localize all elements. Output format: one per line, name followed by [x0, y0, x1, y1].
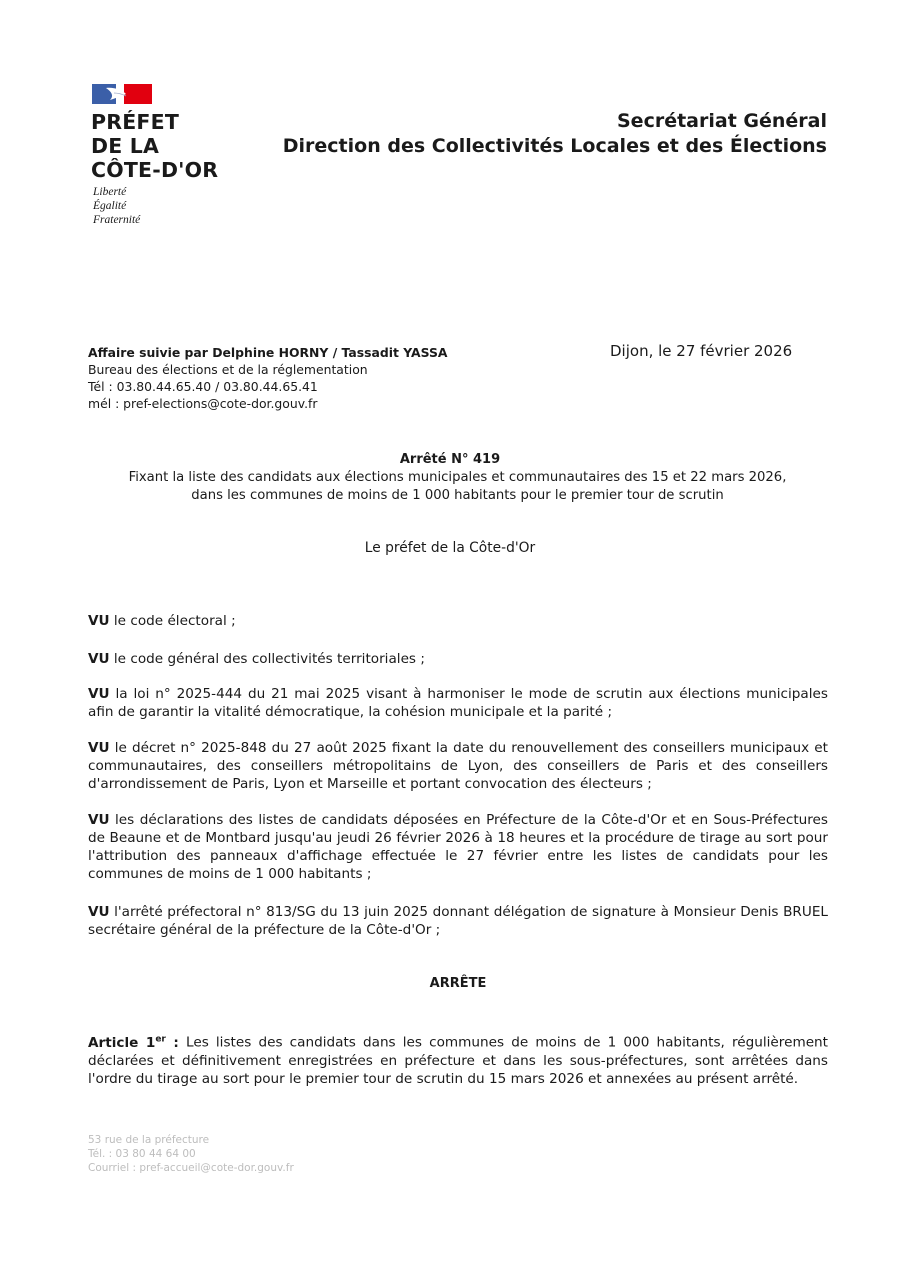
article-1-label: Article 1er : — [88, 1034, 179, 1051]
contact-bureau: Bureau des élections et de la réglementation — [88, 362, 368, 377]
arrete-number: Arrêté N° 419 — [399, 452, 501, 467]
subtitle-line-2: dans les communes de moins de 1 000 habitants pour le premier tour de scrutin — [191, 488, 724, 503]
motto-fraternite: Fraternité — [93, 214, 141, 226]
vu-label: VU — [88, 904, 110, 920]
vu-label: VU — [88, 740, 110, 756]
footer-address: 53 rue de la préfecture — [88, 1134, 210, 1146]
vu-paragraph — [88, 612, 828, 630]
arrete-subtitle — [60, 469, 855, 505]
vu-paragraph — [88, 685, 828, 721]
prefet-line: Le préfet de la Côte-d'Or — [364, 540, 536, 556]
prefet-logo-text — [91, 110, 218, 182]
vu-paragraph — [88, 811, 828, 883]
vu-text: l'arrêté préfectoral n° 813/SG du 13 juin 2025 donnant délégation de signature à Monsieur Denis BRUEL secrétaire général de la préfecture de la Côte-d'Or ; — [88, 904, 828, 938]
vu-text: les déclarations des listes de candidats déposées en Préfecture de la Côte-d'Or et en Sous-Préfectures de Beaune et de Montbard jusqu'au jeudi 26 février 2026 à 18 heures et la procédure de tirage au sort pour l'attribution des panneaux d'affichage effectuée le 27 février entre les listes de candidats pour les communes de moins de 1 000 habitants ; — [88, 812, 828, 882]
vu-paragraph — [88, 739, 828, 793]
vu-text: le code électoral ; — [109, 613, 236, 629]
subtitle-line-1: Fixant la liste des candidats aux élections municipales et communautaires des 15 et 22 mars 2026, — [128, 470, 787, 485]
article-1 — [88, 1030, 828, 1088]
logo-line-1: PRÉFET — [91, 110, 180, 134]
article-1-text: Les listes des candidats dans les communes de moins de 1 000 habitants, régulièrement déclarées et définitivement enregistrées en préfecture et dans les sous-préfectures, sont arrêtées dans l'ordre du tirage au sort pour le premier tour de scrutin du 15 mars 2026 et annexées au présent arrêté. — [88, 1034, 829, 1087]
footer-tel: Tél. : 03 80 44 64 00 — [88, 1148, 196, 1160]
contact-block — [88, 344, 448, 412]
contact-affaire: Affaire suivie par Delphine HORNY / Tassadit YASSA — [88, 345, 448, 360]
marianne-flag-logo — [92, 84, 152, 104]
header-secretariat: Secrétariat Général — [617, 110, 827, 132]
motto-egalite: Égalité — [93, 200, 127, 212]
motto-liberte: Liberté — [93, 186, 127, 198]
logo-line-2: DE LA — [91, 134, 160, 158]
document-date: Dijon, le 27 février 2026 — [610, 342, 793, 360]
vu-label: VU — [88, 613, 110, 629]
vu-paragraph — [88, 903, 828, 939]
vu-paragraph — [88, 650, 828, 668]
footer-courriel: Courriel : pref-accueil@cote-dor.gouv.fr — [88, 1162, 294, 1174]
footer-address-block — [88, 1133, 294, 1175]
header-direction: Direction des Collectivités Locales et des Élections — [282, 135, 827, 157]
vu-label: VU — [88, 686, 110, 702]
logo-line-3: CÔTE-D'OR — [91, 158, 219, 182]
arrete-heading: ARRÊTE — [429, 976, 487, 991]
vu-label: VU — [88, 651, 110, 667]
vu-text: le code général des collectivités territoriales ; — [109, 651, 425, 667]
vu-text: la loi n° 2025-444 du 21 mai 2025 visant à harmoniser le mode de scrutin aux élections municipales afin de garantir la vitalité démocratique, la cohésion municipale et la parité ; — [88, 686, 828, 720]
vu-label: VU — [88, 812, 110, 828]
contact-tel: Tél : 03.80.44.65.40 / 03.80.44.65.41 — [88, 379, 318, 394]
vu-text: le décret n° 2025-848 du 27 août 2025 fixant la date du renouvellement des conseillers municipaux et communautaires, des conseillers métropolitains de Lyon, des conseillers de Paris et des conseillers d'arrondissement de Paris, Lyon et Marseille et portant convocation des électeurs ; — [88, 740, 828, 792]
contact-mel: mél : pref-elections@cote-dor.gouv.fr — [88, 396, 318, 411]
republic-motto — [93, 185, 140, 227]
